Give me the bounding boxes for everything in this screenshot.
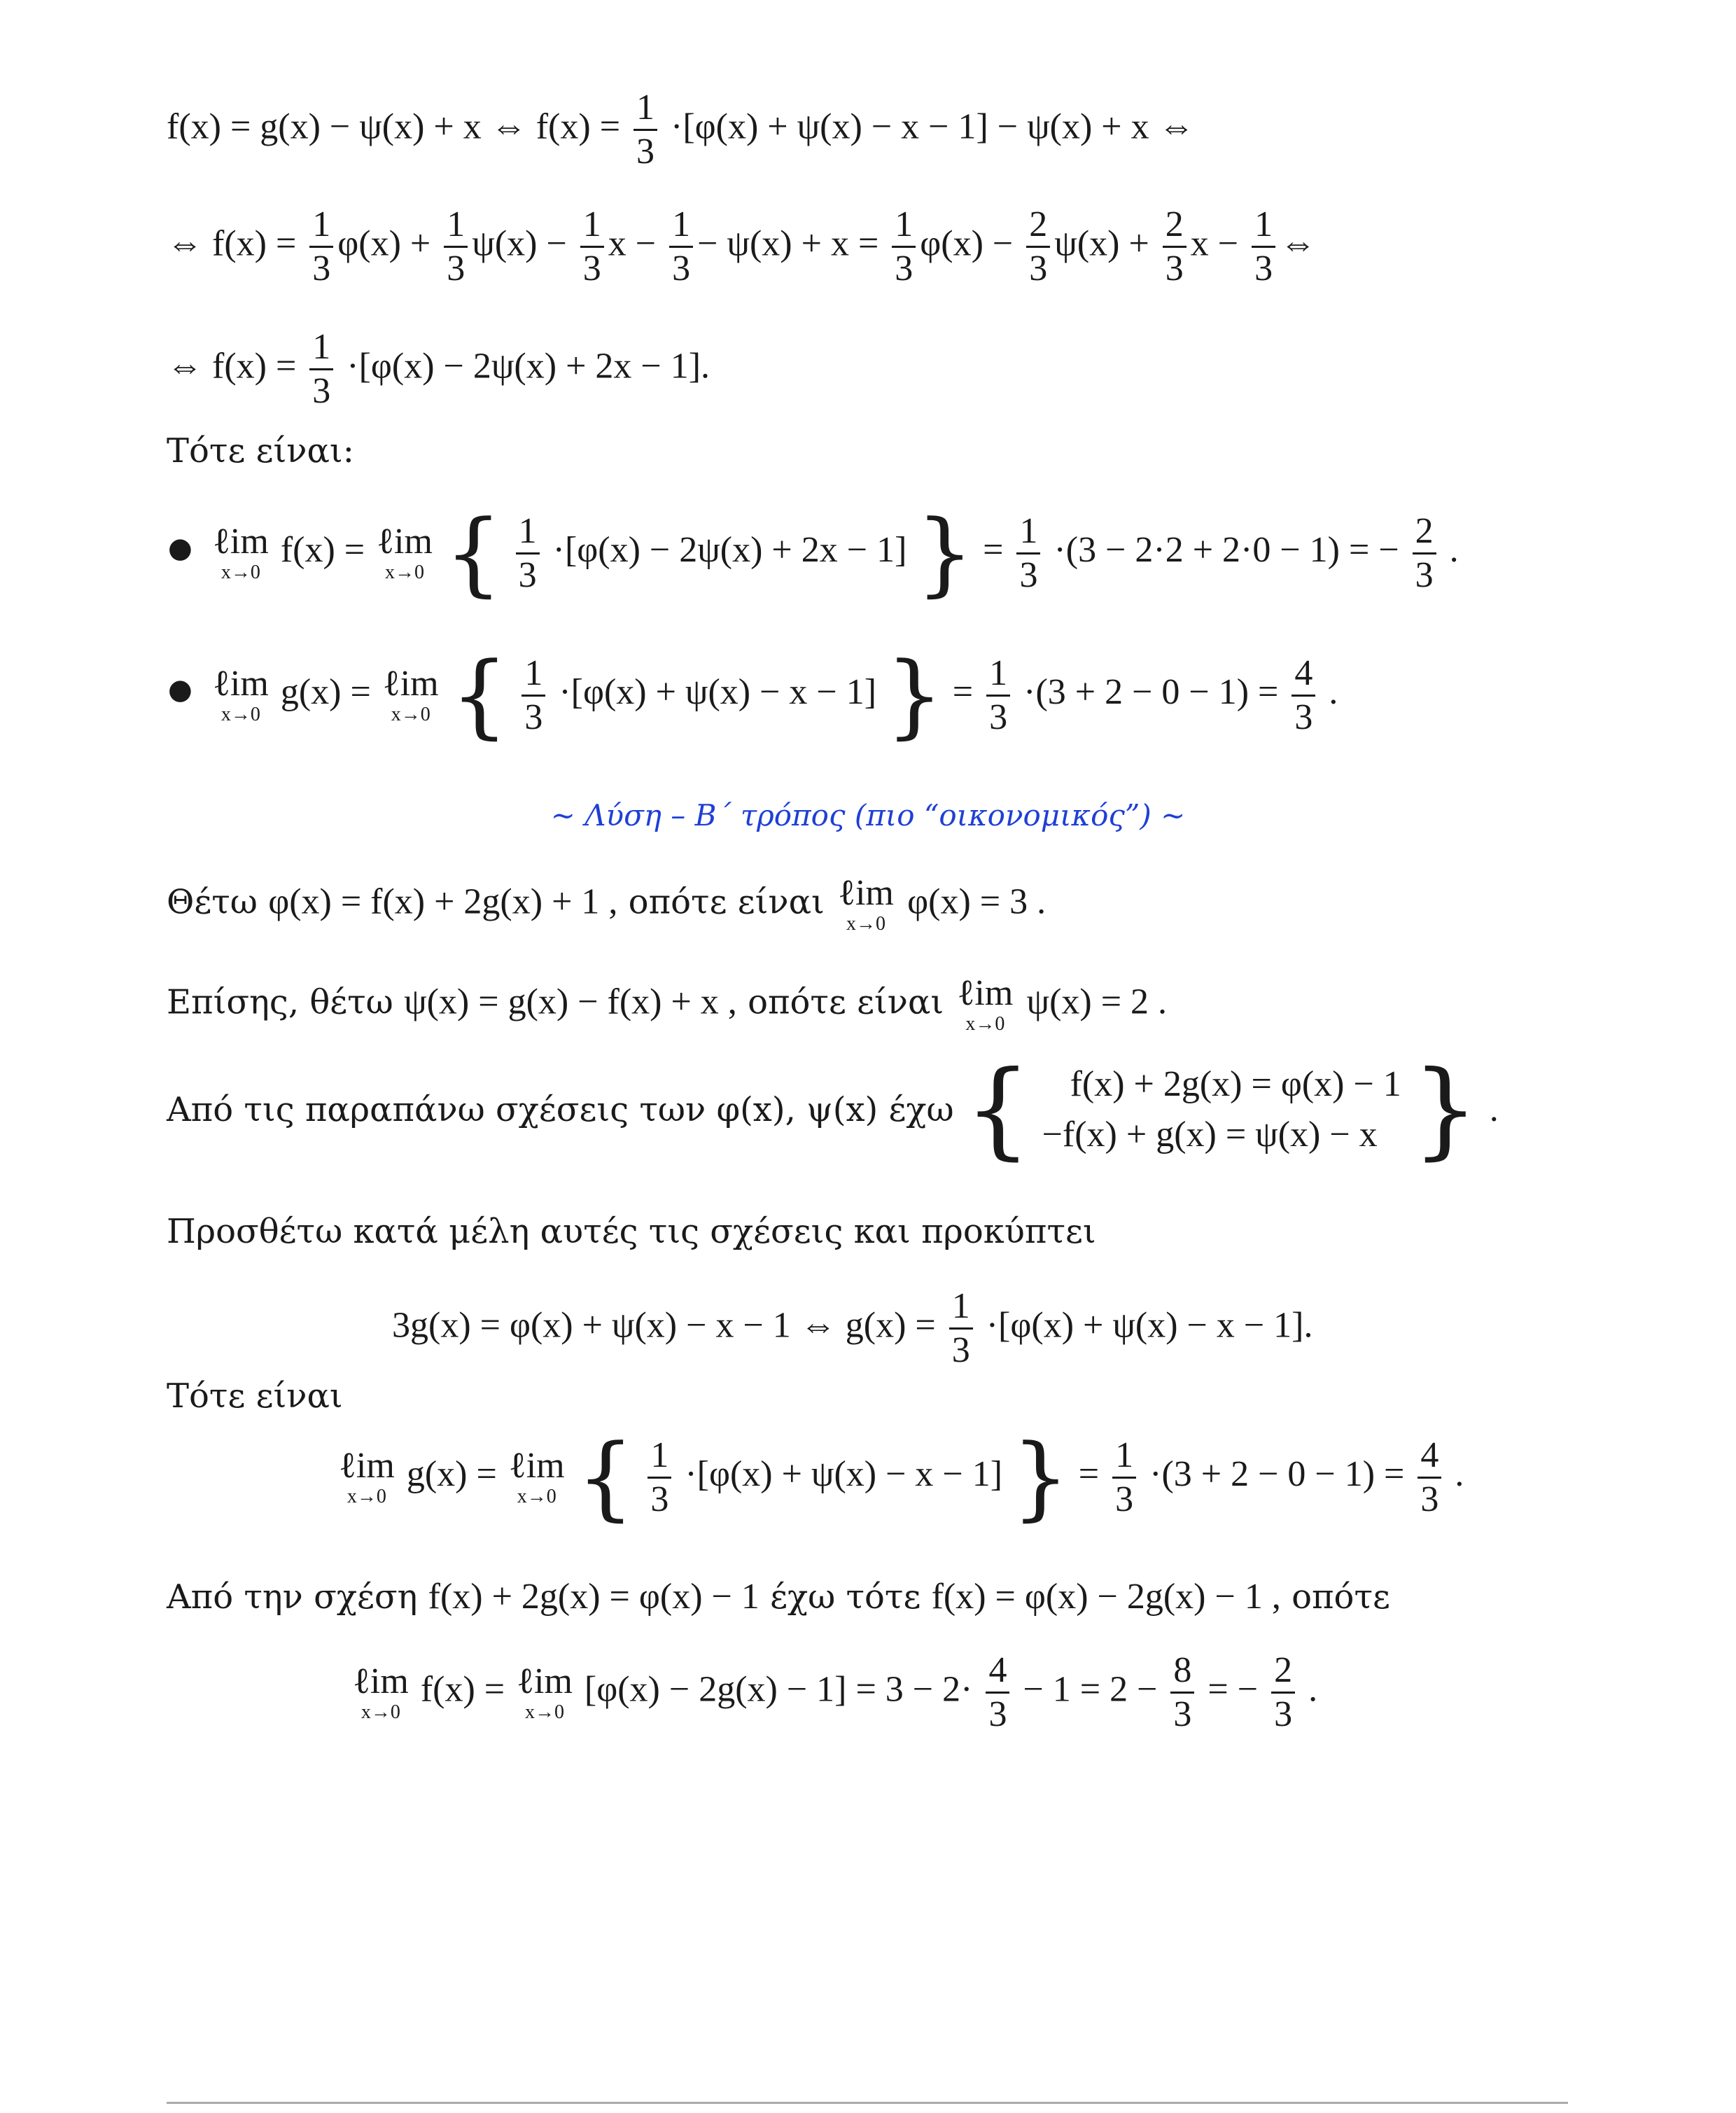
eq4-start: 3g(x) = φ(x) + ψ(x) − x − 1 ⇔ g(x) = (392, 1305, 936, 1346)
limit-f-line (210, 500, 1459, 606)
system-line (167, 1049, 1499, 1171)
right-brace: } (916, 500, 974, 606)
eq2-term: x − (608, 223, 657, 264)
equation-line-3 (167, 329, 710, 410)
limit-operator: ℓim x→0 (213, 522, 269, 583)
tote-label-2: Τότε είναι (167, 1376, 343, 1416)
fraction: $\frac{1}{3}$ (892, 207, 916, 287)
calculation: − 1 = 2 − (1023, 1669, 1158, 1710)
bracket-expression: ·[φ(x) + ψ(x) − x − 1] (685, 1453, 1003, 1494)
bullet-dot: ● (168, 532, 192, 564)
f-of-x: f(x) = (280, 529, 365, 570)
eq2-term: − ψ(x) + x = (697, 223, 879, 264)
footer-divider (167, 2102, 1568, 2104)
expression: ψ(x) = g(x) − f(x) + x , (404, 982, 737, 1022)
result: ψ(x) = 2 . (1026, 982, 1168, 1022)
left-brace: { (576, 1424, 635, 1530)
f-of-x: f(x) = (420, 1669, 505, 1710)
g-of-x: g(x) = (280, 671, 371, 712)
system-row: −f(x) + g(x) = ψ(x) − x (1042, 1115, 1378, 1155)
bracket-expression: [φ(x) − 2g(x) − 1] = 3 − 2· (584, 1669, 973, 1710)
right-brace: } (886, 642, 944, 748)
fraction: $\frac{1}{3}$ (1252, 207, 1275, 287)
equation-line-5 (336, 1424, 1464, 1530)
period: . (1329, 671, 1338, 712)
fraction-one-third: $\frac{1}{3}$ (648, 1437, 671, 1518)
eq2-term: ψ(x) + (1054, 223, 1149, 264)
text: έχω τότε (770, 1577, 921, 1617)
tote-label-1: Τότε είναι: (167, 431, 354, 470)
fraction-two-thirds: $\frac{2}{3}$ (1413, 513, 1436, 594)
equation-line-4 (392, 1288, 1313, 1369)
eq1-lhs: f(x) = g(x) − ψ(x) + x ⇔ f(x) = (167, 106, 621, 147)
equals: = − (1208, 1669, 1259, 1710)
eq3-bracket: ·[φ(x) − 2ψ(x) + 2x − 1]. (346, 346, 710, 386)
limit-operator: ℓim x→0 (508, 1446, 565, 1507)
fraction-one-third: $\frac{1}{3}$ (1016, 513, 1040, 594)
calculation: ·(3 + 2 − 0 − 1) = (1023, 671, 1279, 712)
limit-operator: ℓim x→0 (339, 1446, 395, 1507)
eq2-term: x − (1190, 223, 1239, 264)
limit-operator: ℓim x→0 (353, 1661, 409, 1723)
theto-line-1 (167, 875, 1046, 934)
fraction-one-third: $\frac{1}{3}$ (522, 655, 545, 736)
period: . (1449, 529, 1459, 570)
fraction-eight-thirds: $\frac{8}{3}$ (1170, 1652, 1194, 1733)
fraction-one-third: $\frac{1}{3}$ (1112, 1437, 1136, 1518)
limit-operator: ℓim x→0 (957, 973, 1014, 1035)
calculation: ·(3 + 2 − 0 − 1) = (1149, 1453, 1405, 1494)
limit-operator: ℓim x→0 (377, 522, 433, 583)
expression: f(x) + 2g(x) = φ(x) − 1 (428, 1577, 760, 1617)
bracket-expression: ·[φ(x) − 2ψ(x) + 2x − 1] (552, 529, 907, 570)
equals: = (983, 529, 1004, 570)
theto-line-2 (167, 975, 1167, 1034)
fraction-one-third: $\frac{1}{3}$ (516, 513, 540, 594)
fraction: $\frac{1}{3}$ (309, 207, 333, 287)
right-brace: } (1011, 1424, 1070, 1530)
equals: = (1078, 1453, 1100, 1494)
left-brace: { (444, 500, 503, 606)
equation-line-1 (167, 90, 1195, 170)
left-brace: { (450, 642, 509, 748)
fraction: $\frac{1}{3}$ (444, 207, 468, 287)
equation-line-6 (350, 1652, 1317, 1733)
fraction: $\frac{1}{3}$ (580, 207, 604, 287)
text: οπότε είναι (628, 882, 825, 922)
eq4-bracket: ·[φ(x) + ψ(x) − x − 1]. (986, 1305, 1313, 1346)
limit-operator: ℓim x→0 (517, 1661, 573, 1723)
fraction-one-third: $\frac{1}{3}$ (949, 1288, 973, 1369)
limit-g-line (210, 642, 1338, 748)
text: Από την σχέση (167, 1577, 418, 1617)
fraction: $\frac{2}{3}$ (1163, 207, 1186, 287)
fraction-four-thirds: $\frac{4}{3}$ (1292, 655, 1315, 736)
period: . (1308, 1669, 1318, 1710)
eq2-term: φ(x) + (337, 223, 431, 264)
expression: φ(x) = f(x) + 2g(x) + 1 , (268, 881, 618, 922)
limit-operator: ℓim x→0 (382, 664, 439, 725)
text: οπότε (1292, 1577, 1390, 1617)
equals: = (952, 671, 974, 712)
bullet-dot: ● (168, 674, 192, 706)
fraction-four-thirds: $\frac{4}{3}$ (1418, 1437, 1441, 1518)
result: φ(x) = 3 . (907, 881, 1046, 922)
bracket-expression: ·[φ(x) + ψ(x) − x − 1] (559, 671, 877, 712)
fraction: $\frac{1}{3}$ (669, 207, 693, 287)
prostheto-text: Προσθέτω κατά μέλη αυτές τις σχέσεις και προκύπτει (167, 1212, 1096, 1251)
fraction: $\frac{2}{3}$ (1026, 207, 1050, 287)
text: Θέτω (167, 882, 258, 922)
equation-line-2 (167, 204, 1317, 288)
eq1-mid: ·[φ(x) + ψ(x) − x − 1] − ψ(x) + x ⇔ (671, 106, 1195, 147)
eq2-term: ψ(x) − (472, 223, 567, 264)
fraction-one-third: $\frac{1}{3}$ (986, 655, 1010, 736)
period: . (1455, 1453, 1464, 1494)
equation-system (1042, 1059, 1401, 1160)
system-row: f(x) + 2g(x) = φ(x) − 1 (1070, 1064, 1401, 1104)
fraction-four-thirds: $\frac{4}{3}$ (986, 1652, 1009, 1733)
eq2-term: φ(x) − (920, 223, 1014, 264)
section-heading: ~ Λύση – Β΄ τρόπος (πιο “οικονομικός”) ~ (550, 798, 1186, 832)
eq2-term: ⇔ (1280, 223, 1317, 264)
limit-operator: ℓim x→0 (213, 664, 269, 725)
fraction-one-third: $\frac{1}{3}$ (309, 329, 333, 410)
period: . (1489, 1089, 1499, 1129)
right-brace: } (1412, 1049, 1479, 1171)
limit-operator: ℓim x→0 (838, 873, 894, 935)
text: Επίσης, θέτω (167, 982, 393, 1022)
eq2-start: ⇔ f(x) = (167, 223, 297, 264)
text: οπότε είναι (748, 982, 944, 1022)
apo-line (167, 1579, 1390, 1615)
left-brace: { (964, 1049, 1032, 1171)
text: Από τις παραπάνω σχέσεις των φ(x), ψ(x) έχω (167, 1090, 954, 1129)
fraction-two-thirds: $\frac{2}{3}$ (1271, 1652, 1295, 1733)
calculation: ·(3 − 2·2 + 2·0 − 1) = − (1054, 529, 1399, 570)
fraction-one-third: $\frac{1}{3}$ (634, 90, 657, 170)
expression: f(x) = φ(x) − 2g(x) − 1 , (931, 1577, 1281, 1617)
eq3-start: ⇔ f(x) = (167, 346, 297, 386)
g-of-x: g(x) = (406, 1453, 497, 1494)
